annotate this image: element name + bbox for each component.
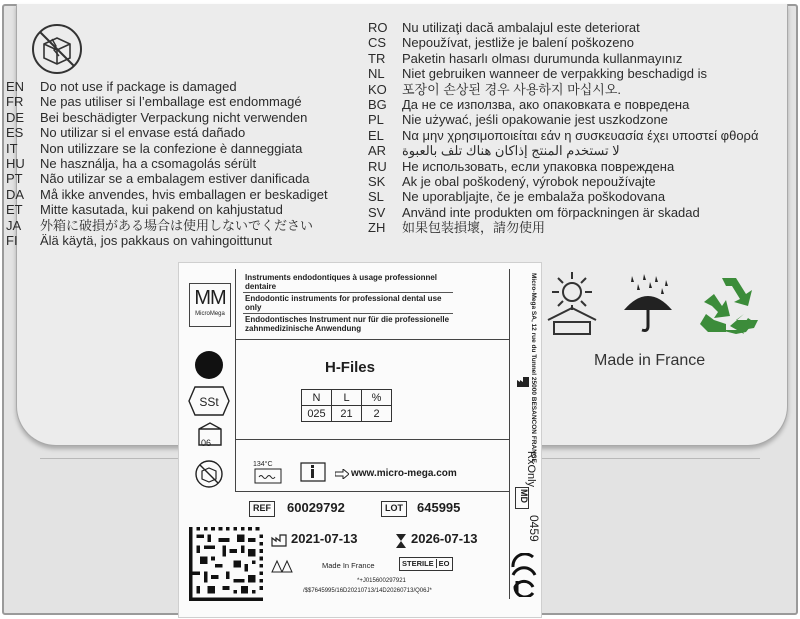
datamatrix-code-icon — [189, 527, 263, 601]
keep-away-from-sunlight-icon — [540, 270, 604, 336]
divider — [235, 269, 236, 491]
warning-row: NL Niet gebruiken wanneer de verpakking beschadigd is — [368, 66, 707, 82]
warning-row: SL Ne uporabljajte, če je embalaža poškodovana — [368, 189, 666, 205]
size-header: N — [302, 390, 332, 406]
warning-row: RO Nu utilizaţi dacă ambalajul este deteriorat — [368, 20, 640, 35]
ce-mark-icon — [509, 553, 537, 597]
lot-label: LOT — [381, 501, 407, 517]
lot-number: 645995 — [417, 500, 461, 515]
warning-row: FI Älä käytä, jos pakkaus on vahingoittunut — [6, 233, 272, 249]
website-url: www.micro-mega.com — [351, 468, 457, 479]
made-in-text: Made In France — [322, 561, 375, 570]
warning-row: RU Не использовать, если упаковка повреждена — [368, 158, 675, 174]
size-table-header — [302, 390, 392, 406]
expiry-date-icon — [395, 533, 407, 549]
size-value: 2 — [362, 406, 392, 422]
warning-row: EN Do not use if package is damaged — [6, 79, 237, 94]
product-name: H-Files — [324, 359, 375, 376]
size-table — [301, 389, 392, 422]
ref-label: REF — [249, 501, 275, 517]
udi-line-1: *+J015600297921 — [357, 578, 406, 584]
warning-row: KO 포장이 손상된 경우 사용하지 마십시오. — [368, 81, 621, 97]
manufacturer-address: Micro-Mega SA, 12 rue du Tunnel 25000 BESANCON FRANCE — [530, 273, 537, 463]
sst-hexagon-icon — [187, 385, 231, 417]
warning-row: DE Bei beschädigter Verpackung nicht verwenden — [6, 109, 308, 125]
medical-device-badge: MD — [515, 487, 529, 509]
size-value: 025 — [302, 406, 332, 422]
warning-row: IT Non utilizzare se la confezione è danneggiata — [6, 140, 303, 156]
description-fr: Instruments endodontiques à usage professionnel dentaire — [245, 273, 438, 291]
made-in-france-text: Made in France — [594, 352, 706, 369]
rx-only-text: RxOnly — [525, 451, 537, 488]
divider — [243, 313, 453, 314]
warning-row: PT Não utilizar se a embalagem estiver danificada — [6, 171, 310, 187]
warning-row: JA 外箱に破損がある場合は使用しないでください — [6, 217, 314, 233]
warning-list-right — [368, 20, 758, 236]
size-header: % — [362, 390, 392, 406]
sterile-eo-badge: STERILE EO — [399, 557, 453, 571]
warning-row: SK Ak je obal poškodený, výrobok nepoužívajte — [368, 174, 656, 190]
keep-dry-icon — [620, 272, 676, 334]
notified-body-number: 0459 — [527, 515, 541, 542]
warning-row: BG Да не се използва, ако опаковката е повредена — [368, 97, 690, 113]
recycle-icon — [696, 272, 764, 336]
damaged-package-warning-icon — [193, 459, 225, 489]
arrow-right-icon — [335, 469, 349, 479]
warning-list-left — [6, 79, 328, 248]
warning-row: HU Ne használja, ha a csomagolás sérült — [6, 156, 257, 172]
size-header: L — [332, 390, 362, 406]
micromega-logo: MM MicroMega — [189, 283, 231, 327]
warning-row: SV Använd inte produkten om förpackningen är skadad — [368, 204, 700, 220]
divider — [509, 269, 510, 599]
manufacture-date-icon — [271, 533, 287, 547]
warning-row: CS Nepoužívat, jestliže je balení poškozeno — [368, 35, 634, 51]
warning-row: TR Paketin hasarlı olması durumunda kullanmayınız — [368, 50, 683, 66]
svg-text:SSt: SSt — [199, 395, 219, 409]
product-label — [178, 262, 542, 618]
size-table-row — [302, 406, 392, 422]
divider — [235, 439, 509, 440]
consult-instructions-icon — [299, 461, 327, 483]
warning-row: ZH 如果包装損壞，請勿使用 — [368, 220, 546, 236]
udi-line-2: /$$7645995/16D20210713/14D20260713/Q06J* — [303, 588, 432, 594]
divider — [235, 339, 509, 340]
warning-row: AR لا تستخدم المنتج إذاكان هناك تلف بالعبوة — [368, 143, 620, 159]
package-quantity: 06 — [201, 438, 212, 448]
manufacturer-icon — [517, 377, 529, 387]
manufacture-date: 2021-07-13 — [291, 531, 358, 546]
size-value: 21 — [332, 406, 362, 422]
divider — [243, 292, 453, 293]
description-en: Endodontic instruments for professional dental use only — [245, 294, 442, 312]
warning-row: DA Må ikke anvendes, hvis emballagen er beskadiget — [6, 186, 328, 202]
expiry-date: 2026-07-13 — [411, 531, 478, 546]
warning-row: PL Nie używać, jeśli opakowanie jest uszkodzone — [368, 112, 668, 128]
sterilization-temperature: 134°C — [253, 461, 273, 468]
warning-row: EL Να μην χρησιμοποιείται εάν η συσκευασία έχει υποστεί φθορά — [368, 127, 759, 143]
divider — [235, 491, 509, 492]
warning-row: FR Ne pas utiliser si l’emballage est endommagé — [6, 94, 302, 110]
caution-icon — [271, 559, 293, 573]
description-de: Endodontisches Instrument nur für die professionelle zahnmedizinische Anwendung — [245, 315, 450, 333]
warning-row: ET Mitte kasutada, kui pakend on kahjustatud — [6, 202, 283, 218]
warning-row: ES No utilizar si el envase está dañado — [6, 125, 246, 141]
do-not-use-if-damaged-icon — [30, 22, 84, 76]
filled-circle-icon — [195, 351, 223, 379]
ref-number: 60029792 — [287, 500, 345, 515]
